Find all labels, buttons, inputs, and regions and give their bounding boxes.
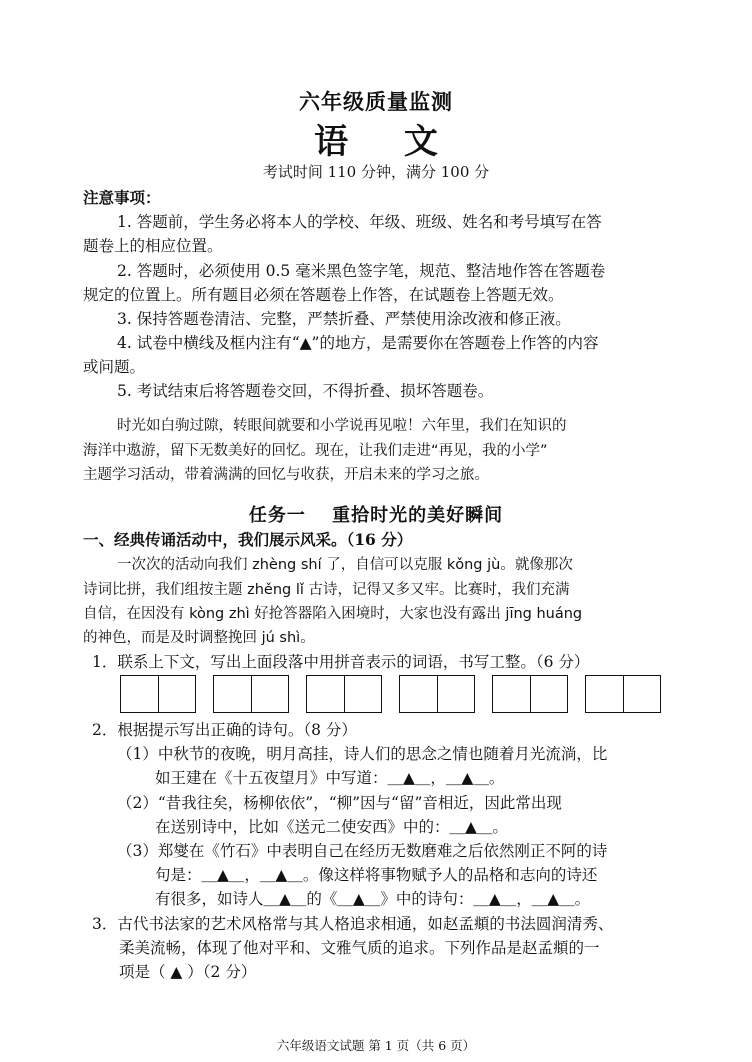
notice-line: 2. 答题时，必须使用 0.5 毫米黑色签字笔，规范、整洁地作答在答题卷 <box>117 262 606 280</box>
answer-box-pair <box>213 675 289 713</box>
notice-line: 5. 考试结束后将答题卷交回，不得折叠、损坏答题卷。 <box>117 382 494 400</box>
notice-line: 题卷上的相应位置。 <box>83 237 223 255</box>
question-3: 项是（ ▲ ）（2 分） <box>119 963 257 981</box>
task-title: 任务一 重拾时光的美好瞬间 <box>248 505 504 526</box>
exam-subtitle: 六年级质量监测 <box>299 89 453 114</box>
exam-info: 考试时间 110 分钟，满分 100 分 <box>262 163 490 181</box>
notice-line: 3. 保持答题卷清洁、完整，严禁折叠、严禁使用涂改液和修正液。 <box>117 310 571 328</box>
answer-box-pair <box>399 675 475 713</box>
question-2-item: （2）“昔我往矣，杨柳依依”，“柳”因与“留”音相近，因此常出现 <box>117 794 562 812</box>
answer-box-pair <box>120 675 196 713</box>
question-2-item: （1）中秋节的夜晚，明月高挂，诗人们的思念之情也随着月光流淌，比 <box>117 745 608 763</box>
notice-heading: 注意事项： <box>83 188 161 207</box>
intro-line: 时光如白驹过隙，转眼间就要和小学说再见啦！六年里，我们在知识的 <box>117 418 567 434</box>
question-2-item: 在送别诗中，比如《送元二使安西》中的：＿▲＿。 <box>155 818 508 836</box>
question-1: 1．联系上下文，写出上面段落中用拼音表示的词语，书写工整。（6 分） <box>92 653 590 671</box>
section-heading: 一、经典传诵活动中，我们展示风采。（16 分） <box>83 530 413 549</box>
passage-line: 自信，在因没有 kòng zhì 好抢答器陷入困境时，大家也没有露出 jīng huáng <box>83 606 583 622</box>
page-footer: 六年级语文试题 第 1 页（共 6 页） <box>276 1038 476 1053</box>
question-3: 柔美流畅，体现了他对平和、文雅气质的追求。下列作品是赵孟頫的一 <box>119 939 600 957</box>
answer-box-pair <box>492 675 568 713</box>
answer-box-pair <box>306 675 382 713</box>
answer-box-pair <box>585 675 661 713</box>
passage-line: 的神色，而是及时调整挽回 jú shì。 <box>83 630 315 646</box>
notice-line: 规定的位置上。所有题目必须在答题卷上作答，在试题卷上答题无效。 <box>83 286 564 304</box>
notice-line: 1. 答题前，学生务必将本人的学校、年级、班级、姓名和考号填写在答 <box>117 213 602 231</box>
passage-line: 诗词比拼，我们组按主题 zhěng lǐ 古诗，记得又多又牢。比赛时，我们充满 <box>83 582 570 598</box>
intro-line: 主题学习活动，带着满满的回忆与收获，开启未来的学习之旅。 <box>83 467 489 483</box>
question-2-item: 如王建在《十五夜望月》中写道：＿▲＿，＿▲＿。 <box>155 769 505 787</box>
intro-line: 海洋中遨游，留下无数美好的回忆。现在，让我们走进“再见，我的小学” <box>83 443 548 459</box>
question-3: 3．古代书法家的艺术风格常与其人格追求相通，如赵孟頫的书法圆润清秀、 <box>92 915 614 933</box>
notice-line: 或问题。 <box>83 358 146 376</box>
passage-line: 一次次的活动向我们 zhèng shí 了，自信可以克服 kǒng jù。就像那次 <box>117 557 573 573</box>
question-2-item: 句是：＿▲＿，＿▲＿。像这样将事物赋予人的品格和志向的诗还 <box>155 866 598 884</box>
exam-title: 语 文 <box>314 122 460 162</box>
question-2-item: 有很多，如诗人＿▲＿的《＿▲＿》中的诗句：＿▲＿，＿▲＿。 <box>155 890 591 908</box>
notice-line: 4. 试卷中横线及框内注有“▲”的地方，是需要你在答题卷上作答的内容 <box>117 334 599 352</box>
question-2: 2．根据提示写出正确的诗句。（8 分） <box>92 721 357 739</box>
question-2-item: （3）郑燮在《竹石》中表明自己在经历无数磨难之后依然刚正不阿的诗 <box>117 842 608 860</box>
